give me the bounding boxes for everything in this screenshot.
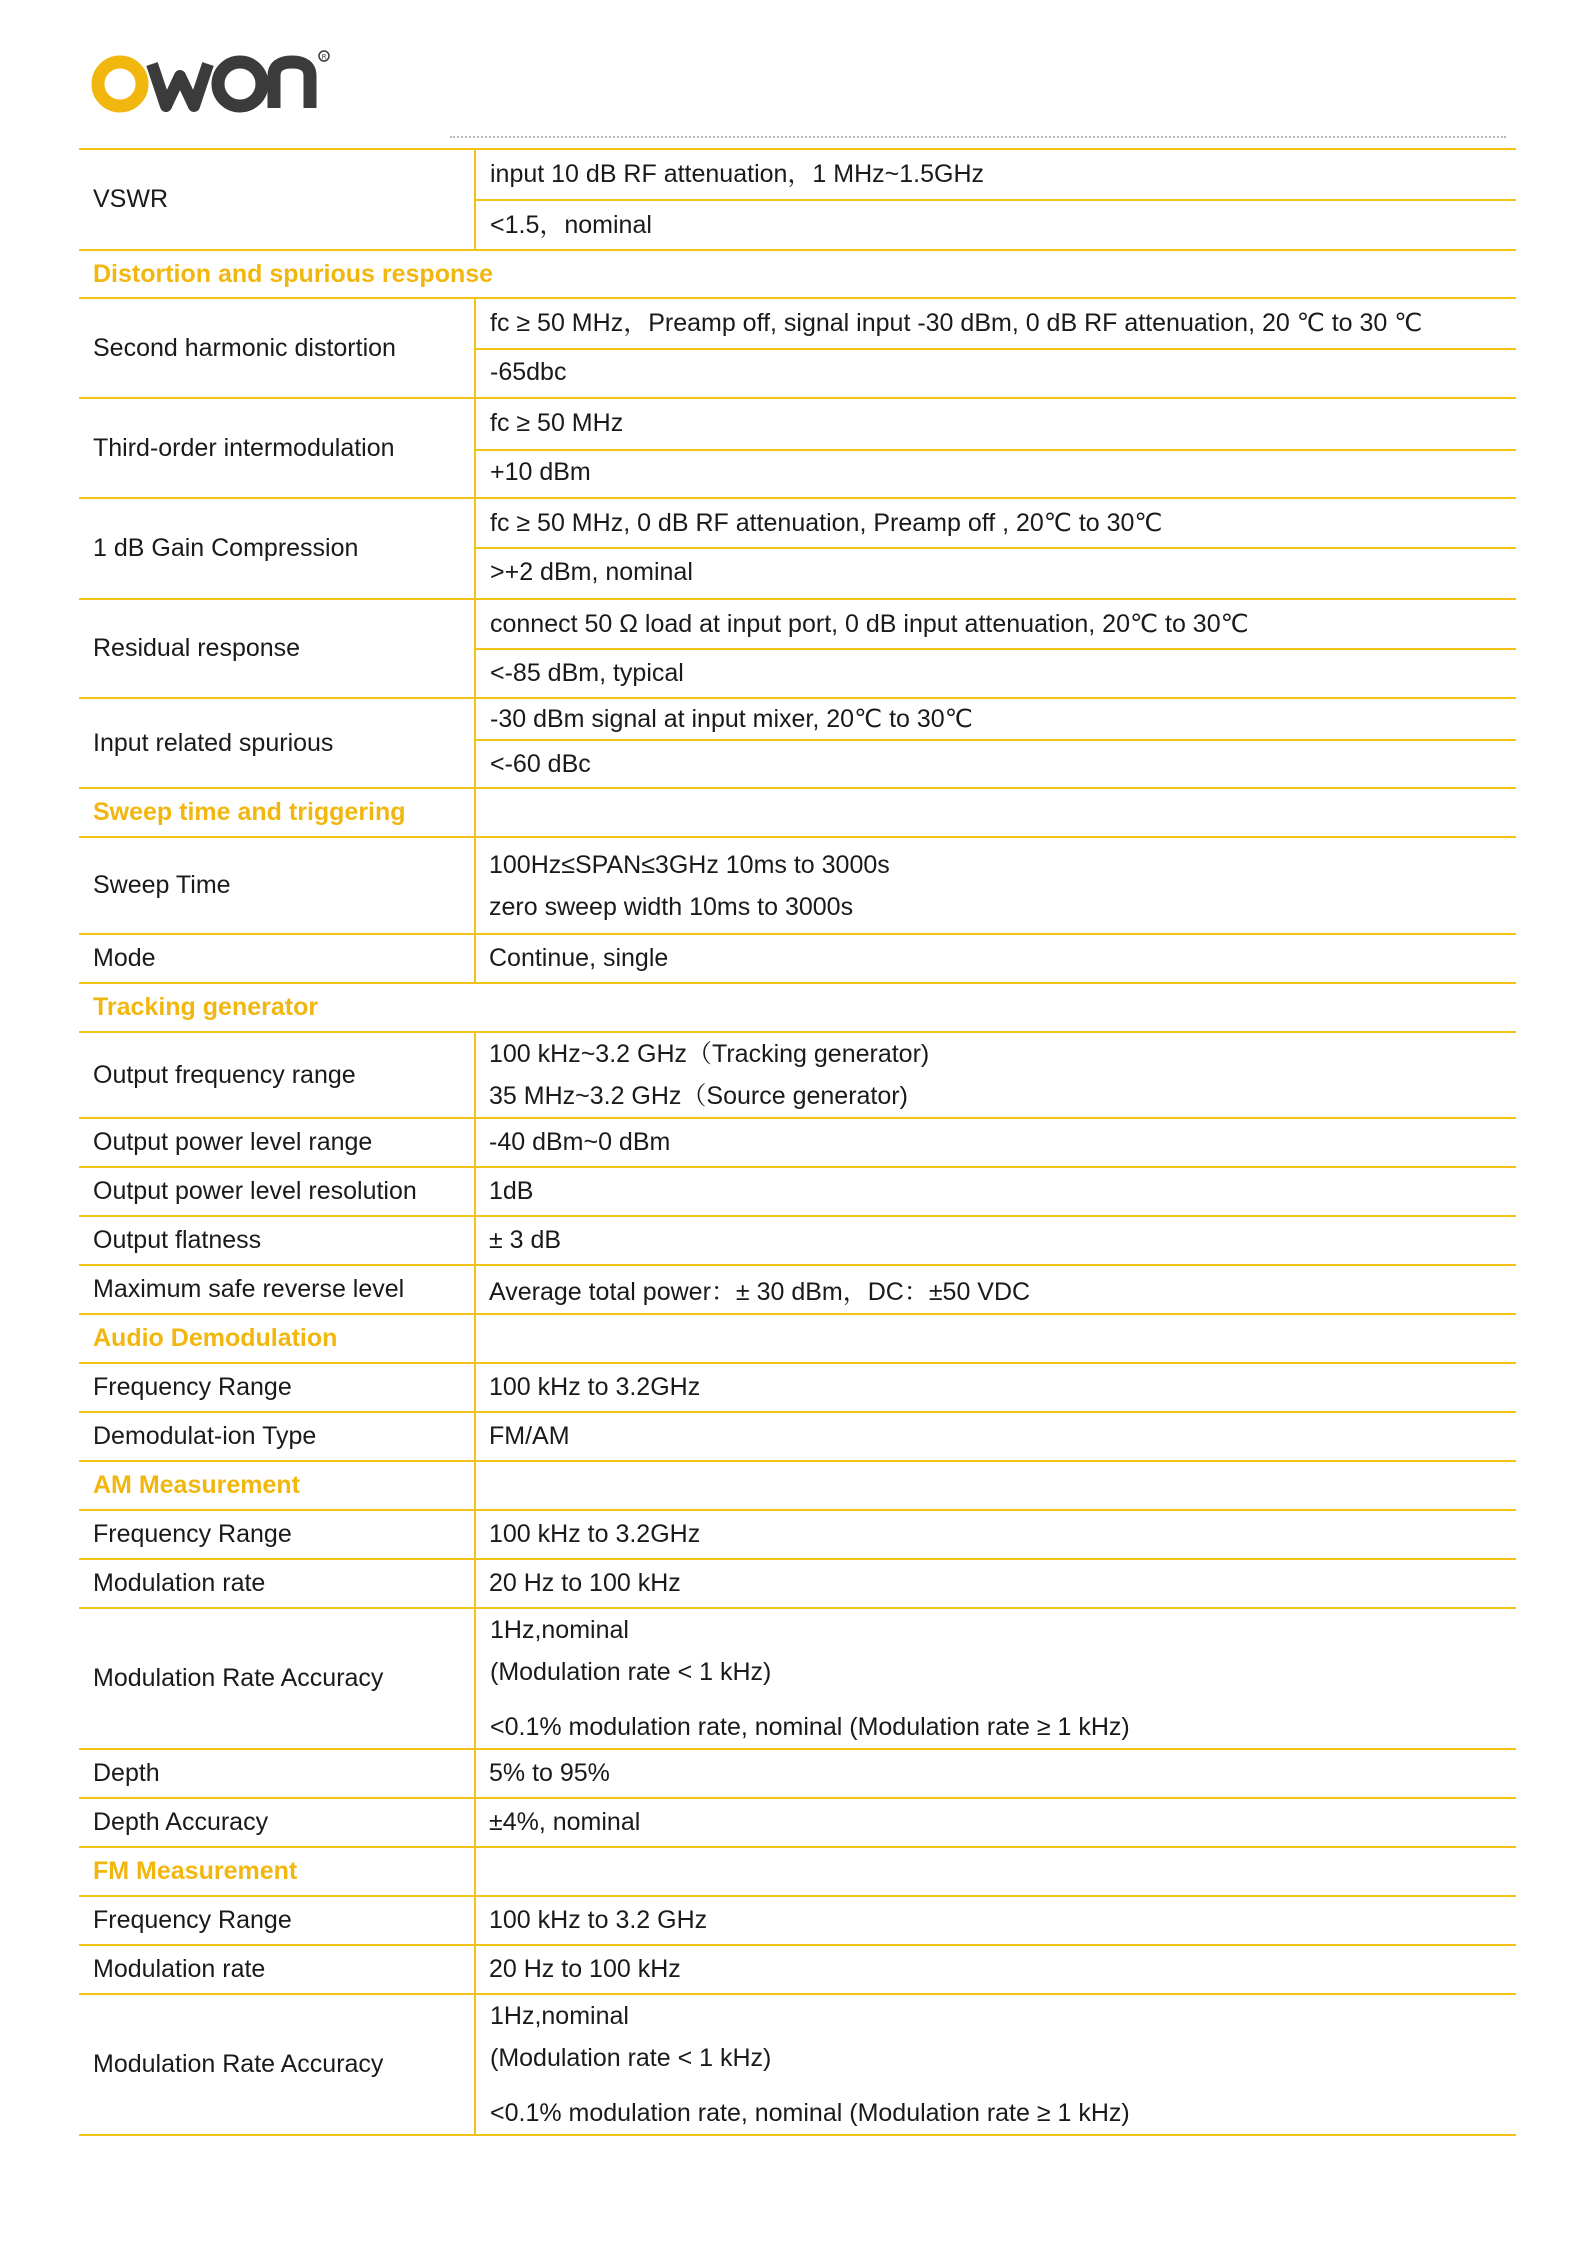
spec-row-max-reverse (79, 1266, 1516, 1315)
spec-table (79, 148, 1516, 2136)
spec-value: -65dbc (490, 358, 567, 386)
spec-label: Modulation rate (79, 1946, 476, 1993)
spec-row-residual (79, 600, 1516, 699)
spec-row-input-spurious (79, 699, 1516, 789)
spec-value: 100 kHz to 3.2 GHz (489, 1906, 708, 1934)
section-title: Audio Demodulation (79, 1315, 476, 1362)
spec-value: >+2 dBm, nominal (490, 558, 693, 586)
spec-value: 1Hz,nominal (490, 2002, 629, 2030)
spec-row-audio-frequency (79, 1364, 1516, 1413)
spec-row-vswr (79, 148, 1516, 251)
spec-row-output-frequency (79, 1033, 1516, 1119)
spec-row-gain-compression (79, 499, 1516, 600)
spec-label: Maximum safe reverse level (79, 1266, 476, 1313)
section-header (79, 984, 1516, 1033)
spec-row-mode (79, 935, 1516, 984)
spec-value: connect 50 Ω load at input port, 0 dB input attenuation, 20℃ to 30℃ (490, 610, 1249, 638)
spec-label: Depth Accuracy (79, 1799, 476, 1846)
spec-value: FM/AM (489, 1422, 570, 1450)
svg-text:R: R (321, 53, 327, 61)
spec-label: Output flatness (79, 1217, 476, 1264)
sub-divider (476, 199, 1516, 201)
section-title: FM Measurement (79, 1848, 476, 1895)
spec-label: Residual response (79, 600, 476, 697)
spec-label: Third-order intermodulation (79, 399, 476, 497)
spec-row-am-frequency (79, 1511, 1516, 1560)
spec-value: input 10 dB RF attenuation，1 MHz~1.5GHz (490, 160, 985, 188)
spec-value: Continue, single (489, 944, 669, 972)
section-header (79, 1315, 1516, 1364)
spec-value: zero sweep width 10ms to 3000s (489, 892, 854, 921)
spec-row-am-depth (79, 1750, 1516, 1799)
spec-value: ±4%, nominal (489, 1808, 641, 1836)
spec-value: 20 Hz to 100 kHz (489, 1569, 681, 1597)
sub-divider (476, 449, 1516, 451)
spec-value: 20 Hz to 100 kHz (489, 1955, 681, 1983)
spec-value: Average total power：± 30 dBm，DC：±50 VDC (489, 1277, 1031, 1306)
spec-value: 5% to 95% (489, 1759, 610, 1787)
header-dotted-rule (450, 136, 1506, 138)
sub-divider (476, 648, 1516, 650)
spec-row-am-accuracy (79, 1609, 1516, 1750)
spec-value: fc ≥ 50 MHz，Preamp off, signal input -30 dBm, 0 dB RF attenuation, 20 ℃ to 30 ℃ (490, 309, 1423, 337)
spec-row-am-rate (79, 1560, 1516, 1609)
spec-label: VSWR (79, 150, 476, 249)
spec-row-demod-type (79, 1413, 1516, 1462)
spec-label: Sweep Time (79, 838, 476, 933)
spec-label: Modulation Rate Accuracy (79, 1609, 476, 1748)
spec-value: (Modulation rate < 1 kHz) (490, 2044, 772, 2072)
spec-value: 100Hz≤SPAN≤3GHz 10ms to 3000s (489, 850, 890, 879)
spec-row-third-order (79, 399, 1516, 499)
owon-logo (88, 46, 333, 116)
spec-label: Input related spurious (79, 699, 476, 787)
section-header (79, 1848, 1516, 1897)
spec-label: Depth (79, 1750, 476, 1797)
spec-value: 100 kHz to 3.2GHz (489, 1520, 701, 1548)
spec-value: <1.5，nominal (490, 211, 652, 239)
spec-label: Output power level resolution (79, 1168, 476, 1215)
spec-value: <-85 dBm, typical (490, 659, 684, 687)
spec-row-output-power (79, 1119, 1516, 1168)
spec-label: Modulation Rate Accuracy (79, 1995, 476, 2134)
spec-row-fm-frequency (79, 1897, 1516, 1946)
spec-value: (Modulation rate < 1 kHz) (490, 1658, 772, 1686)
spec-row-second-harmonic (79, 299, 1516, 399)
section-header (79, 789, 1516, 838)
spec-value: fc ≥ 50 MHz, 0 dB RF attenuation, Preamp off , 20℃ to 30℃ (490, 509, 1163, 537)
spec-value: 1Hz,nominal (490, 1616, 629, 1644)
section-title: Distortion and spurious response (93, 259, 494, 288)
spec-row-fm-accuracy (79, 1995, 1516, 2136)
spec-value: 100 kHz to 3.2GHz (489, 1373, 701, 1401)
spec-value: ± 3 dB (489, 1226, 562, 1254)
spec-label: Output power level range (79, 1119, 476, 1166)
sub-divider (476, 547, 1516, 549)
spec-value: fc ≥ 50 MHz (490, 409, 624, 437)
section-header (79, 1462, 1516, 1511)
spec-label: Output frequency range (79, 1033, 476, 1117)
spec-value: 35 MHz~3.2 GHz（Source generator) (489, 1082, 908, 1110)
spec-label: Modulation rate (79, 1560, 476, 1607)
sub-divider (476, 739, 1516, 741)
spec-value: -40 dBm~0 dBm (489, 1128, 671, 1156)
spec-value: <0.1% modulation rate, nominal (Modulation rate ≥ 1 kHz) (490, 1713, 1130, 1741)
spec-label: 1 dB Gain Compression (79, 499, 476, 598)
spec-value: +10 dBm (490, 458, 591, 486)
spec-value: -30 dBm signal at input mixer, 20℃ to 30℃ (490, 705, 973, 733)
spec-label: Frequency Range (79, 1897, 476, 1944)
section-title: Tracking generator (93, 993, 319, 1021)
spec-value: 100 kHz~3.2 GHz（Tracking generator) (489, 1040, 930, 1068)
sub-divider (476, 348, 1516, 350)
spec-label: Frequency Range (79, 1364, 476, 1411)
section-header (79, 251, 1516, 299)
spec-value: <-60 dBc (490, 750, 591, 778)
spec-label: Demodulat-ion Type (79, 1413, 476, 1460)
spec-row-sweep-time (79, 838, 1516, 935)
spec-row-fm-rate (79, 1946, 1516, 1995)
section-title: Sweep time and triggering (79, 789, 476, 836)
spec-label: Mode (79, 935, 476, 982)
spec-label: Second harmonic distortion (79, 299, 476, 397)
spec-value: <0.1% modulation rate, nominal (Modulation rate ≥ 1 kHz) (490, 2099, 1130, 2127)
section-title: AM Measurement (79, 1462, 476, 1509)
spec-row-am-depth-accuracy (79, 1799, 1516, 1848)
spec-value: 1dB (489, 1177, 534, 1205)
spec-row-output-resolution (79, 1168, 1516, 1217)
spec-label: Frequency Range (79, 1511, 476, 1558)
spec-row-output-flatness (79, 1217, 1516, 1266)
